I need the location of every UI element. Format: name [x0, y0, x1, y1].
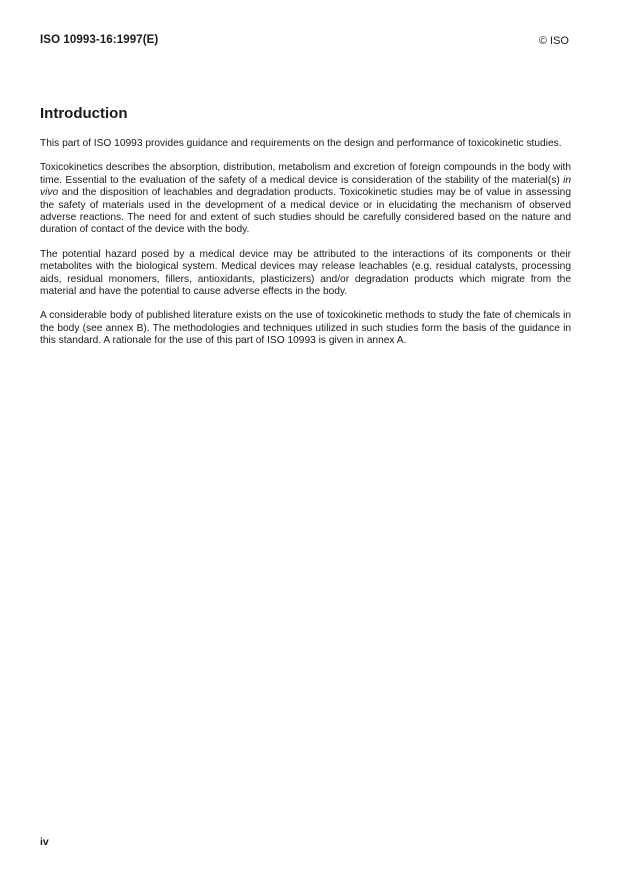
paragraph-scope: This part of ISO 10993 provides guidance and requirements on the design and performance of toxicokinetic studies.	[40, 138, 562, 149]
paragraph-potential-hazard: The potential hazard posed by a medical device may be attributed to the interactions of its components or their metabolites with the biological system. Medical devices may release leachables (e.g. residual catalysts, processing aids, residual monomers, fillers, antioxidants, plasticizers) and/or degradation products which migrate from the material and have the potential to cause adverse effects in the body.	[40, 248, 571, 298]
paragraph-text: Toxicokinetics describes the absorption, distribution, metabolism and excretion of foreign compounds in the body with time. Essential to the evaluation of the safety of a medical device is consideration of the stability of the material(s)	[40, 162, 571, 186]
standard-identifier: ISO 10993-16:1997(E)	[40, 34, 159, 46]
paragraph-literature: A considerable body of published literature exists on the use of toxicokinetic methods to study the fate of chemicals in the body (see annex B). The methodologies and techniques utilized in such studies form the basis of the guidance in this standard. A rationale for the use of this part of ISO 10993 is given in annex A.	[40, 310, 571, 347]
page-number: iv	[40, 836, 49, 848]
paragraph-toxicokinetics	[40, 162, 571, 236]
introduction-body	[40, 138, 571, 360]
copyright-notice: © ISO	[538, 35, 569, 47]
italic-term: in vivo	[40, 174, 571, 199]
section-title: Introduction	[40, 105, 128, 122]
paragraph-text: and the disposition of leachables and degradation products. Toxicokinetic studies may be of value in assessing the safety of materials used in the development of a medical device or in elucidating the mechanism of observed adverse reactions. The need for and extent of such studies should be carefully considered based on the nature and duration of contact of the device with the body.	[40, 187, 571, 236]
